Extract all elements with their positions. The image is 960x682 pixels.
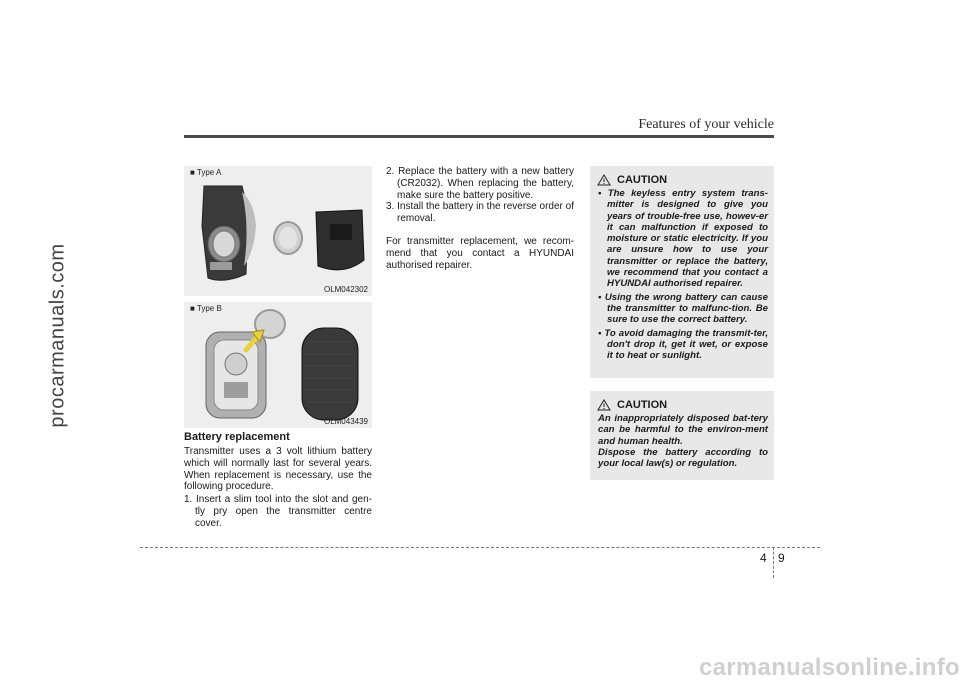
replacement-note: For transmitter replacement, we recom-mend that you contact a HYUNDAI authorised repairer. [386, 235, 574, 271]
figure-type-a [184, 166, 372, 296]
figure-b-code: OLM043439 [323, 417, 368, 426]
caution-disposal-text [598, 413, 768, 469]
caution-header [597, 399, 774, 411]
caution-title: CAUTION [617, 399, 668, 411]
caution-line: An inappropriately disposed bat-tery can be harmful to the environ-ment and human health. [598, 413, 768, 447]
caution-line: Dispose the battery according to your local law(s) or regulation. [598, 446, 768, 470]
figure-type-b [184, 302, 372, 428]
key-fob-type-b-illustration [184, 302, 372, 428]
caution-bullet: • Using the wrong battery can cause the transmitter to malfunc-tion. Be sure to use the correct battery. [598, 291, 768, 326]
warning-triangle-icon [597, 399, 611, 411]
step-item: 2. Replace the battery with a new battery (CR2032). When replacing the battery, make sure the battery positive. [386, 166, 574, 201]
key-fob-type-a-illustration [184, 166, 372, 296]
figure-a-code: OLM042302 [323, 285, 368, 294]
footer-divider [773, 547, 774, 578]
caution-title: CAUTION [617, 174, 668, 186]
step-item: 1. Insert a slim tool into the slot and gen-tly pry open the transmitter centre cover. [184, 494, 372, 529]
figure-b-label: ■ Type B [190, 304, 222, 313]
caution-box-disposal [590, 391, 774, 480]
bottom-watermark: carmanualsonline.info [698, 654, 960, 681]
caution-header [597, 174, 774, 186]
caution-box-keyless [590, 166, 774, 378]
footer-rule [140, 547, 820, 548]
header-rule [184, 135, 774, 138]
figure-a-label: ■ Type A [190, 168, 222, 177]
caution-bullets [598, 188, 768, 361]
warning-triangle-icon [597, 174, 611, 186]
page-number: 9 [778, 551, 785, 565]
caution-bullet: • To avoid damaging the transmit-ter, don't drop it, get it wet, or expose it to heat or sunlight. [598, 327, 768, 362]
step-list-col2 [386, 166, 574, 282]
section-heading: Battery replacement [184, 431, 290, 443]
step-list-col1 [184, 494, 372, 529]
side-watermark: procarmanuals.com [46, 243, 69, 428]
intro-paragraph: Transmitter uses a 3 volt lithium battery which will normally last for several years. When replacement is necessary, use the following procedure. [184, 446, 372, 493]
section-header-title: Features of your vehicle [638, 117, 774, 132]
step-item: 3. Install the battery in the reverse order of removal. [386, 201, 574, 225]
caution-bullet: • The keyless entry system trans-mitter is designed to give you years of trouble-free use, howev-er it can malfunction if exposed to moisture or static electricity. If you are unsure how to use your transmitter or replace the battery, we recommend that you contact a HYUNDAI authorised repairer. [598, 188, 768, 290]
chapter-number: 4 [760, 551, 767, 565]
